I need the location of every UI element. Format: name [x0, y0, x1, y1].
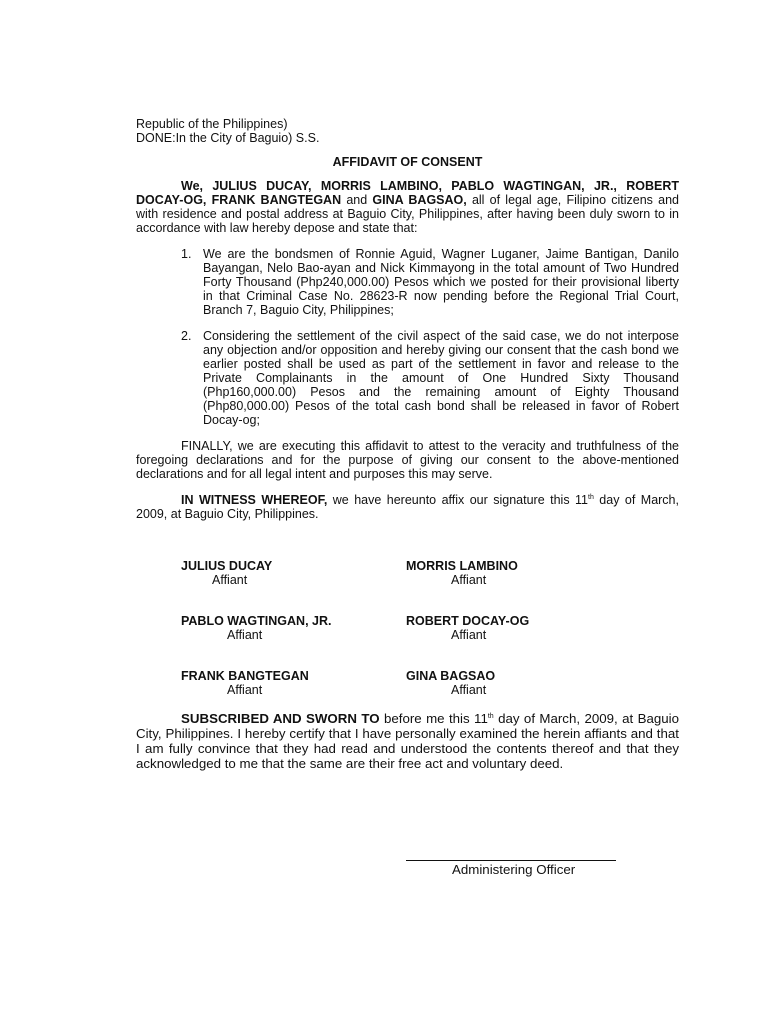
- witness-paragraph: [136, 493, 679, 521]
- venue-line-1: Republic of the Philippines): [136, 117, 288, 131]
- document-title: AFFIDAVIT OF CONSENT: [332, 155, 483, 169]
- signature-block: [136, 559, 679, 697]
- intro-sep-5: and: [341, 193, 373, 207]
- intro-name-1: JULIUS DUCAY: [212, 179, 309, 193]
- intro-sep-3: ,: [613, 179, 627, 193]
- officer-label: Administering Officer: [452, 862, 576, 877]
- sworn-pre: before me this 11: [379, 711, 488, 726]
- intro-sep-2: ,: [438, 179, 452, 193]
- intro-rest: all of legal age, Filipino citizens and with residence and postal address at Baguio City, Philippines, after having been duly sworn to in accordance with law hereby depose and state that:: [136, 193, 679, 235]
- signatory: [181, 669, 309, 697]
- sworn-paragraph: [136, 711, 679, 771]
- intro-we: We,: [181, 179, 213, 193]
- signature-row: [136, 559, 679, 587]
- signatory-role: Affiant: [451, 683, 487, 697]
- witness-sup: th: [588, 494, 594, 501]
- list-item-text: Considering the settlement of the civil aspect of the said case, we do not interpose any objection and/or opposition and hereby giving our consent that the cash bond we earlier posted shall be used as part of the settlement in favor and release to the Private Complainants in the amount of One Hundred Sixty Thousand (Php160,000.00) Pesos and the remaining amount of Eighty Thousand (Php80,000.00) Pesos of the total cash bond shall be released in favor of Robert Docay-og;: [203, 329, 679, 427]
- witness-pre: we have hereunto affix our signature this 11: [327, 493, 588, 507]
- signatory-name: FRANK BANGTEGAN: [181, 669, 309, 683]
- intro-name-4: ROBERT DOCAY-OG: [136, 179, 679, 207]
- finally-paragraph: FINALLY, we are executing this affidavit to attest to the veracity and truthfulness of the foregoing declarations and for the purpose of giving our consent to the above-mentioned declarations and for all legal intent and purposes this may serve.: [136, 439, 679, 481]
- officer-signature: [406, 860, 616, 877]
- signature-row: [136, 614, 679, 642]
- list-item: [136, 247, 679, 317]
- venue-block: [136, 117, 679, 145]
- witness-post: day of March, 2009, at Baguio City, Philippines.: [136, 493, 679, 521]
- signatory-name: MORRIS LAMBINO: [406, 559, 518, 573]
- signatory: [181, 614, 331, 642]
- signatory-role: Affiant: [451, 628, 487, 642]
- signature-row: [136, 669, 679, 697]
- intro-name-5: FRANK BANGTEGAN: [211, 193, 342, 207]
- signatory-name: PABLO WAGTINGAN, JR.: [181, 614, 332, 628]
- sworn-sup: th: [487, 713, 494, 720]
- signatory: [181, 559, 272, 587]
- sworn-mid: day of March, 2009, at Baguio City, Philippines.: [136, 711, 679, 741]
- signatory: [406, 614, 529, 642]
- signatory-role: Affiant: [212, 573, 248, 587]
- signatory-name: GINA BAGSAO: [406, 669, 496, 683]
- signatory-name: JULIUS DUCAY: [181, 559, 273, 573]
- signature-line: [406, 860, 616, 861]
- venue-line-2: DONE:In the City of Baguio) S.S.: [136, 131, 320, 145]
- list-item: [136, 329, 679, 427]
- intro-name-3: PABLO WAGTINGAN, JR.: [451, 179, 614, 193]
- list-item-text: We are the bondsmen of Ronnie Aguid, Wagner Luganer, Jaime Bantigan, Danilo Bayangan, Nelo Bao-ayan and Nick Kimmayong in the total amount of Two Hundred Forty Thousand (Php240,000.00) Pesos which we posted for their provisional liberty in that Criminal Case No. 28623-R now pending before the Regional Trial Court, Branch 7, Baguio City, Philippines;: [203, 247, 679, 317]
- signatory: [406, 669, 495, 697]
- intro-paragraph: [136, 179, 679, 235]
- intro-name-6: GINA BAGSAO,: [372, 193, 467, 207]
- list-item-number: 1.: [181, 247, 192, 261]
- intro-name-2: MORRIS LAMBINO: [320, 179, 439, 193]
- numbered-list: [136, 247, 679, 427]
- signatory: [406, 559, 518, 587]
- signatory-role: Affiant: [227, 628, 263, 642]
- intro-sep-4: ,: [202, 193, 212, 207]
- document-body: [136, 117, 679, 771]
- signatory-name: ROBERT DOCAY-OG: [406, 614, 530, 628]
- signatory-role: Affiant: [451, 573, 487, 587]
- list-item-number: 2.: [181, 329, 192, 343]
- signatory-role: Affiant: [227, 683, 263, 697]
- sworn-lead: SUBSCRIBED AND SWORN TO: [181, 711, 380, 726]
- sworn-rest: I hereby certify that I have personally examined the herein affiants and that I am fully convince that they had read and understood the contents thereof and that they acknowledged to me that the same are their free act and voluntary deed.: [136, 726, 679, 771]
- witness-lead: IN WITNESS WHEREOF,: [181, 493, 328, 507]
- intro-sep-1: ,: [308, 179, 321, 193]
